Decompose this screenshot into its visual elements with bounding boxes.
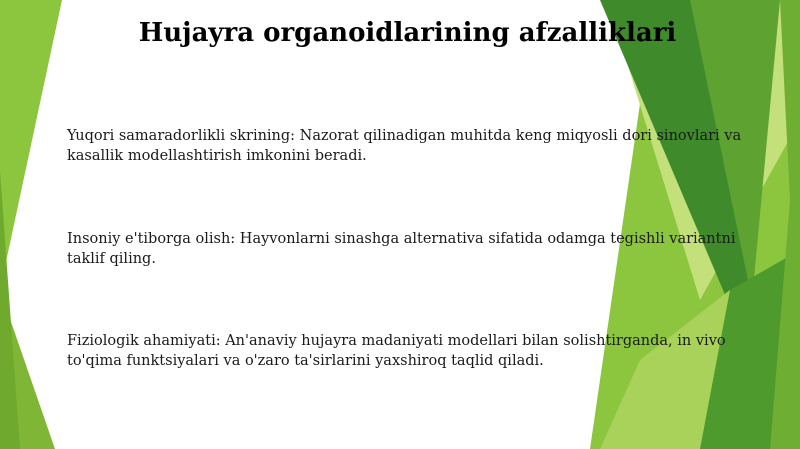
slide-title: Hujayra organoidlarining afzalliklari <box>138 18 677 48</box>
bullet-screening: Yuqori samaradorlikli skrining: Nazorat qilinadigan muhitda keng miqyosli dori sinovlari va kasallik modellashtirish imkonini beradi. <box>67 128 742 164</box>
bullet-ethics: Insoniy e'tiborga olish: Hayvonlarni sinashga alternativa sifatida odamga tegishli variantni taklif qiling. <box>67 231 736 267</box>
bullet-physiology: Fiziologik ahamiyati: An'anaviy hujayra madaniyati modellari bilan solishtirganda, in vivo to'qima funktsiyalari va o'zaro ta'sirlarini yaxshiroq taqlid qiladi. <box>67 333 726 369</box>
